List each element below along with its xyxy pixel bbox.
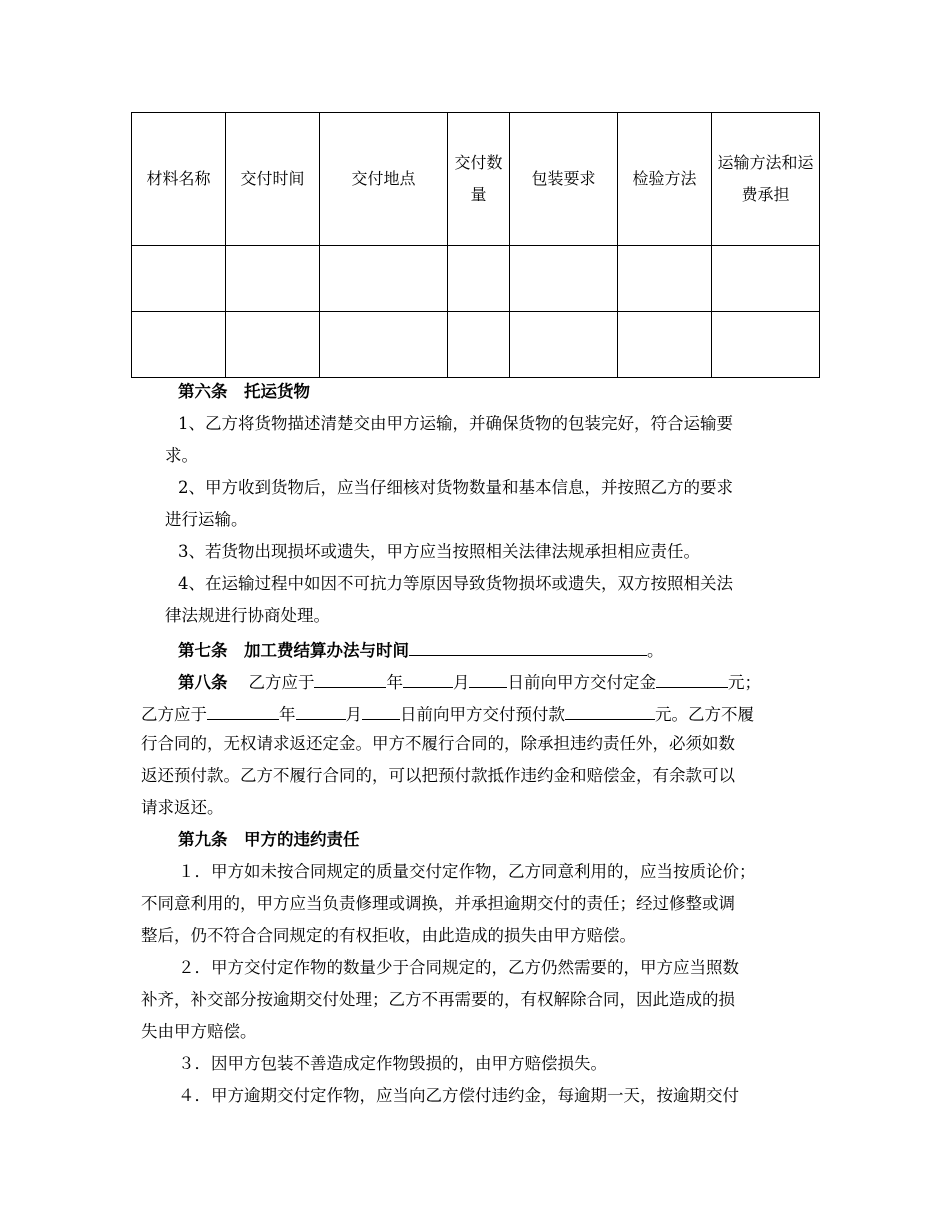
- table-cell: [712, 246, 820, 312]
- article9-p4-line1: ４．甲方逾期交付定作物，应当向乙方偿付违约金，每逾期一天，按逾期交付: [178, 1086, 739, 1105]
- article6-item4-line2: 律法规进行协商处理。: [165, 606, 330, 625]
- article9-p2-line3: 失由甲方赔偿。: [141, 1022, 257, 1041]
- article9-p1-line1: １．甲方如未按合同规定的质量交付定作物，乙方同意利用的，应当按质论价；: [178, 862, 756, 881]
- table-cell: [712, 312, 820, 378]
- article6-item3: 3、若货物出现损坏或遗失，甲方应当按照相关法律法规承担相应责任。: [178, 542, 700, 561]
- article6-item2-line1: 2、甲方收到货物后，应当仔细核对货物数量和基本信息，并按照乙方的要求: [178, 478, 733, 497]
- table-row: [132, 312, 820, 378]
- article8-text: 乙方应于: [248, 673, 315, 692]
- table-row: [132, 246, 820, 312]
- table-cell: [320, 246, 448, 312]
- article8-line1: [178, 670, 761, 693]
- prepayment-amount-blank[interactable]: [565, 702, 655, 720]
- article6-item1-line1: 1、乙方将货物描述清楚交由甲方运输，并确保货物的包装完好，符合运输要: [178, 414, 733, 433]
- table-cell: [618, 312, 712, 378]
- article8-text: 年: [279, 705, 296, 724]
- settlement-method-blank[interactable]: [409, 638, 647, 656]
- article8-text: 元。乙方不履: [655, 705, 754, 724]
- article8-text: 日前向甲方交付预付款: [400, 705, 565, 724]
- header-delivery-quantity: 交付数量: [448, 113, 510, 246]
- header-delivery-time: 交付时间: [226, 113, 320, 246]
- table-cell: [320, 312, 448, 378]
- table-cell: [132, 246, 226, 312]
- article8-text: 乙方应于: [141, 705, 207, 724]
- article6-item4-line1: 4、在运输过程中如因不可抗力等原因导致货物损坏或遗失，双方按照相关法: [178, 574, 733, 593]
- article9-p2-line2: 补齐，补交部分按逾期交付处理；乙方不再需要的，有权解除合同，因此造成的损: [141, 990, 735, 1009]
- article7-line: [178, 638, 664, 661]
- table-header-row: [132, 113, 820, 246]
- article8-text: 月: [345, 705, 362, 724]
- prepayment-year-blank[interactable]: [207, 702, 279, 720]
- article8-line2: [141, 702, 754, 725]
- deposit-month-blank[interactable]: [403, 670, 453, 688]
- article9-p2-line1: ２．甲方交付定作物的数量少于合同规定的，乙方仍然需要的，甲方应当照数: [178, 958, 739, 977]
- deposit-day-blank[interactable]: [469, 670, 507, 688]
- delivery-spec-table: [131, 112, 820, 378]
- article6-item1-line2: 求。: [165, 446, 198, 465]
- article8-line3: 行合同的，无权请求返还定金。甲方不履行合同的，除承担违约责任外，必须如数: [141, 734, 735, 753]
- article6-item2-line2: 进行运输。: [165, 510, 248, 529]
- table-cell: [226, 312, 320, 378]
- deposit-amount-blank[interactable]: [656, 670, 728, 688]
- prepayment-day-blank[interactable]: [362, 702, 400, 720]
- table-cell: [226, 246, 320, 312]
- article8-heading: 第八条: [178, 673, 228, 692]
- article8-text: 日前向甲方交付定金: [507, 673, 656, 692]
- article9-p1-line3: 整后，仍不符合合同规定的有权拒收，由此造成的损失由甲方赔偿。: [141, 926, 636, 945]
- prepayment-month-blank[interactable]: [296, 702, 346, 720]
- header-inspection: 检验方法: [618, 113, 712, 246]
- article7-end: 。: [647, 641, 664, 660]
- table-cell: [510, 312, 618, 378]
- table-cell: [618, 246, 712, 312]
- article8-text: 年: [386, 673, 403, 692]
- table-cell: [132, 312, 226, 378]
- article8-text: 元；: [727, 673, 761, 692]
- article7-heading: 第七条 加工费结算办法与时间: [178, 641, 409, 660]
- article9-heading: 第九条 甲方的违约责任: [178, 830, 360, 849]
- deposit-year-blank[interactable]: [314, 670, 386, 688]
- table-cell: [448, 312, 510, 378]
- header-delivery-place: 交付地点: [320, 113, 448, 246]
- table-cell: [448, 246, 510, 312]
- article8-line5: 请求返还。: [141, 798, 224, 817]
- article6-heading: 第六条 托运货物: [178, 382, 310, 401]
- header-material-name: 材料名称: [132, 113, 226, 246]
- header-transport: 运输方法和运费承担: [712, 113, 820, 246]
- table-cell: [510, 246, 618, 312]
- article8-line4: 返还预付款。乙方不履行合同的，可以把预付款抵作违约金和赔偿金，有余款可以: [141, 766, 735, 785]
- article9-p1-line2: 不同意利用的，甲方应当负责修理或调换，并承担逾期交付的责任；经过修整或调: [141, 894, 735, 913]
- article9-p3: ３．因甲方包装不善造成定作物毁损的，由甲方赔偿损失。: [178, 1054, 607, 1073]
- article8-text: 月: [452, 673, 470, 692]
- header-packaging: 包装要求: [510, 113, 618, 246]
